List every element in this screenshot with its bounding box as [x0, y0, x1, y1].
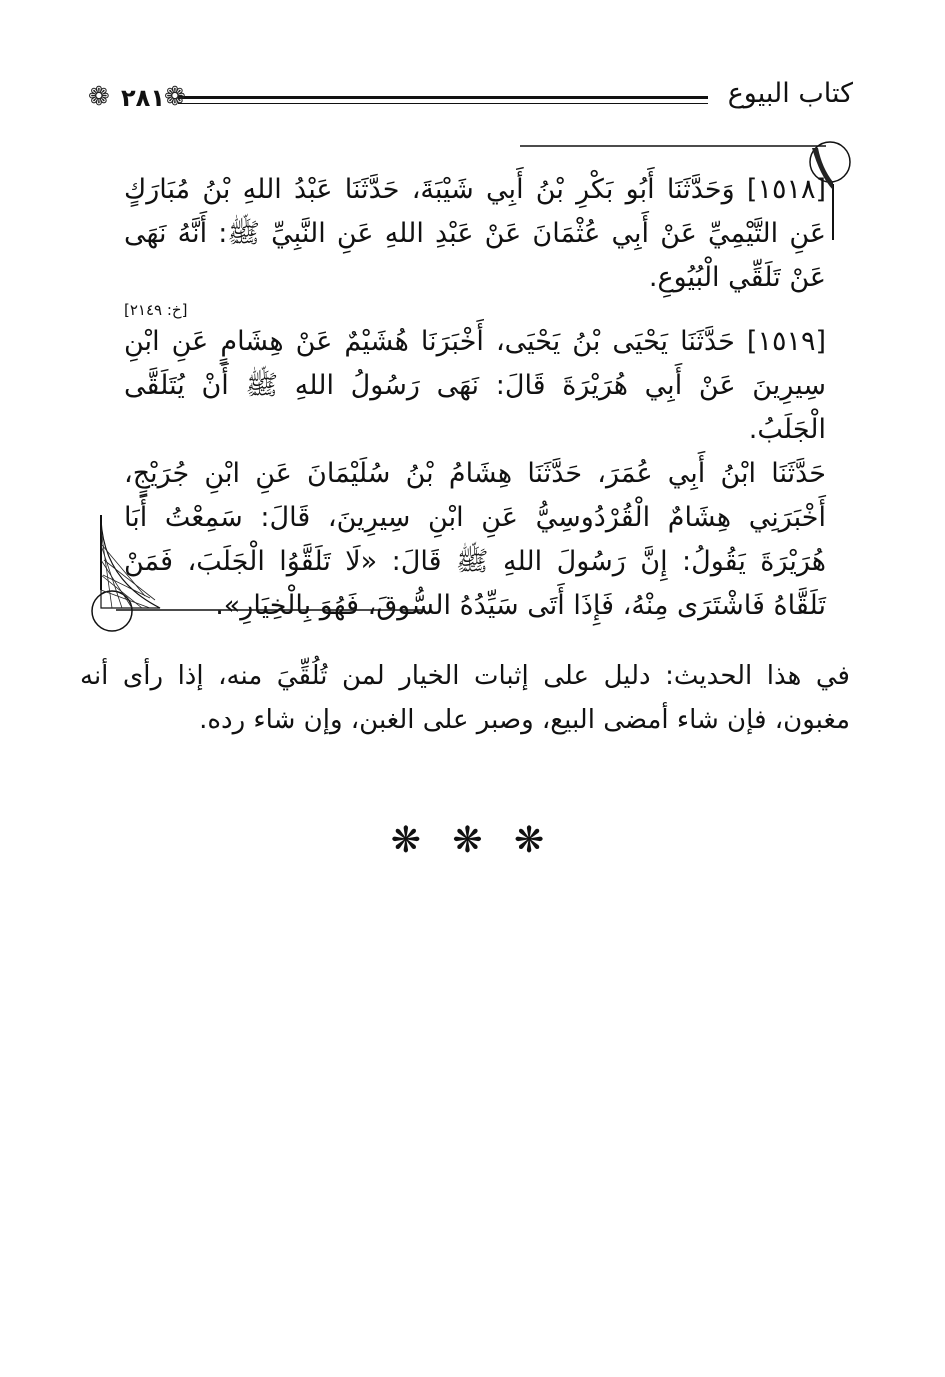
hadith-1518-reference: [خ: ٢١٤٩]	[124, 301, 188, 319]
hadith-1519: [١٥١٩] حَدَّثَنَا يَحْيَى بْنُ يَحْيَى، أَخْبَرَنَا هُشَيْمٌ عَنْ هِشَامٍ عَنِ ابْنِ سِيرِينَ عَنْ أَبِي هُرَيْرَةَ قَالَ: نَهَى رَسُولُ اللهِ ﷺ أَنْ يُتَلَقَّى الْجَلَبُ.	[124, 326, 826, 445]
chapter-title: كتاب البيوع	[727, 78, 853, 109]
section-separator: ❋ ❋ ❋	[390, 820, 555, 861]
hadith-1518: [١٥١٨] وَحَدَّثَنَا أَبُو بَكْرِ بْنُ أَبِي شَيْبَةَ، حَدَّثَنَا عَبْدُ اللهِ بْنُ مُبَارَكٍ عَنِ التَّيْمِيِّ عَنْ أَبِي عُثْمَانَ عَنْ عَبْدِ اللهِ عَنِ النَّبِيِّ ﷺ: أَنَّهُ نَهَى عَنْ تَلَقِّي الْبُيُوعِ.	[124, 174, 826, 293]
hadith-1519-second-chain: حَدَّثَنَا ابْنُ أَبِي عُمَرَ، حَدَّثَنَا هِشَامُ بْنُ سُلَيْمَانَ عَنِ ابْنِ جُرَيْجٍ، أَخْبَرَنِي هِشَامٌ الْقُرْدُوسِيُّ عَنِ ابْنِ سِيرِينَ، قَالَ: سَمِعْتُ أَبَا هُرَيْرَةَ يَقُولُ: إِنَّ رَسُولَ اللهِ ﷺ قَالَ: «لَا تَلَقَّوُا الْجَلَبَ، فَمَنْ تَلَقَّاهُ فَاشْتَرَى مِنْهُ، فَإِذَا أَتَى سَيِّدُهُ السُّوقَ، فَهُوَ بِالْخِيَارِ».	[124, 458, 826, 621]
page-number: ٢٨١	[121, 84, 165, 112]
commentary-section	[80, 654, 850, 742]
ornament-icon: ❁	[88, 82, 110, 112]
ornament-icon: ❁	[164, 82, 186, 112]
commentary-text: في هذا الحديث: دليل على إثبات الخيار لمن تُلُقِّيَ منه، إذا رأى أنه مغبون، فإن شاء أمضى البيع، وصبر على الغبن، وإن شاء رده.	[80, 661, 850, 735]
hadith-section	[124, 168, 826, 628]
